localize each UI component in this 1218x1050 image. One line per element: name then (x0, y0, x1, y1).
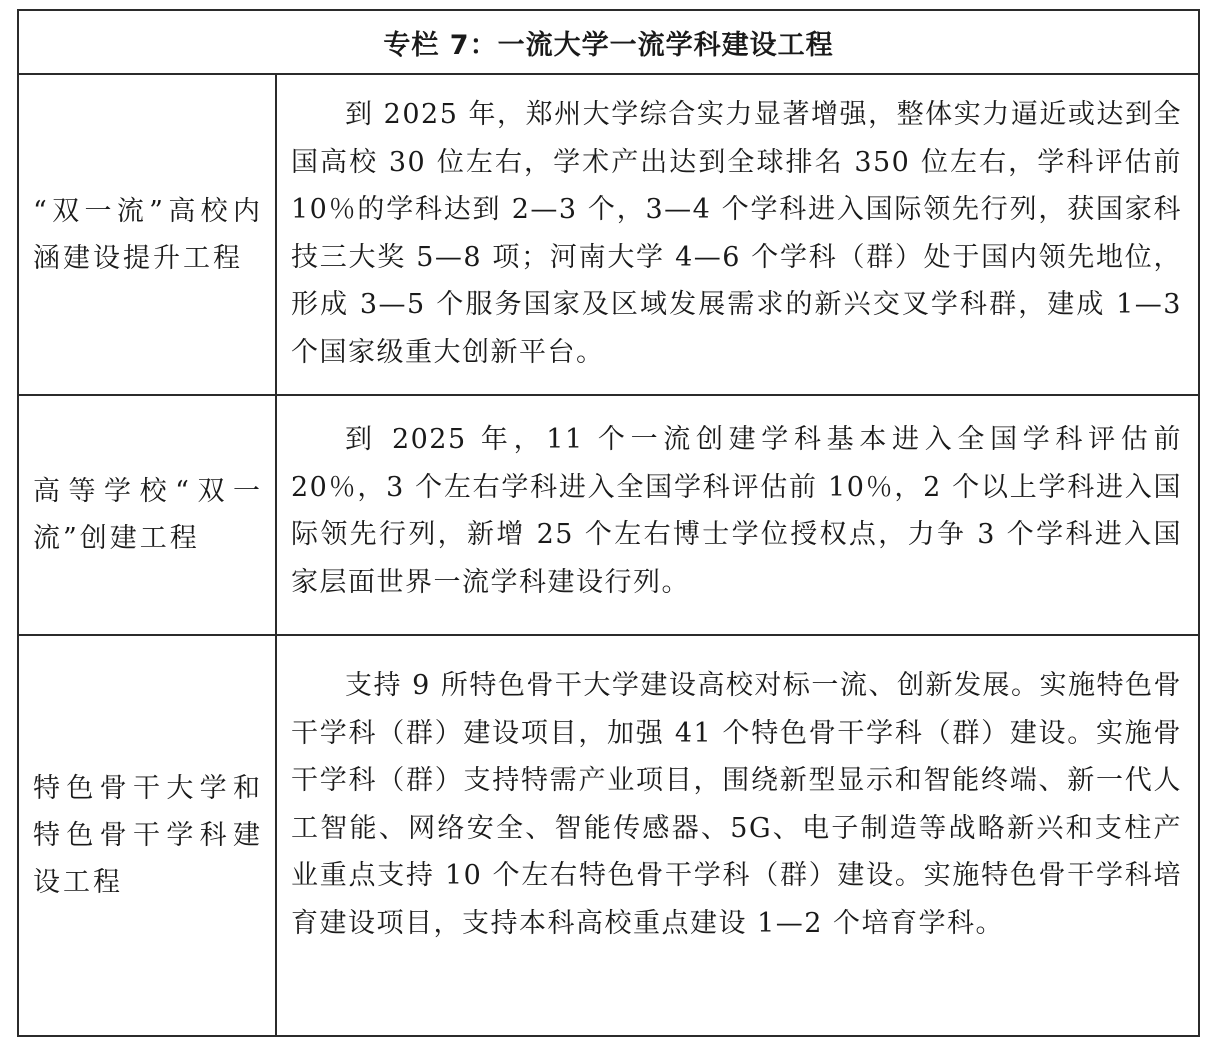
project-name: “双一流”高校内涵建设提升工程 (18, 74, 276, 395)
table-row (18, 395, 1199, 635)
project-description-cell (276, 74, 1199, 395)
project-description-cell (276, 635, 1199, 1036)
table-header-row (18, 10, 1199, 74)
table-row (18, 635, 1199, 1036)
project-name: 特色骨干大学和特色骨干学科建设工程 (18, 635, 276, 1036)
table-title: 专栏 7：一流大学一流学科建设工程 (18, 10, 1199, 74)
project-description: 到 2025 年，郑州大学综合实力显著增强，整体实力逼近或达到全国高校 30 位左右，学术产出达到全球排名 350 位左右，学科评估前 10％的学科达到 2—3 个，3—4 个学科进入国际领先行列，获国家科技三大奖 5—8 项；河南大学 4—6 个学科（群）处于国内领先地位，形成 3—5 个服务国家及区域发展需求的新兴交叉学科群，建成 1—3 个国家级重大创新平台。 (291, 99, 1182, 368)
table-row (18, 74, 1199, 395)
project-name: 高等学校“双一流”创建工程 (18, 395, 276, 635)
project-description: 支持 9 所特色骨干大学建设高校对标一流、创新发展。实施特色骨干学科（群）建设项目，加强 41 个特色骨干学科（群）建设。实施骨干学科（群）支持特需产业项目，围绕新型显示和智能终端、新一代人工智能、网络安全、智能传感器、5G、电子制造等战略新兴和支柱产业重点支持 10 个左右特色骨干学科（群）建设。实施特色骨干学科培育建设项目，支持本科高校重点建设 1—2 个培育学科。 (291, 670, 1182, 939)
project-description: 到 2025 年，11 个一流创建学科基本进入全国学科评估前 20％，3 个左右学科进入全国学科评估前 10％，2 个以上学科进入国际领先行列，新增 25 个左右博士学位授权点，力争 3 个学科进入国家层面世界一流学科建设行列。 (291, 424, 1182, 598)
project-description-cell (276, 395, 1199, 635)
program-table (17, 9, 1200, 1037)
